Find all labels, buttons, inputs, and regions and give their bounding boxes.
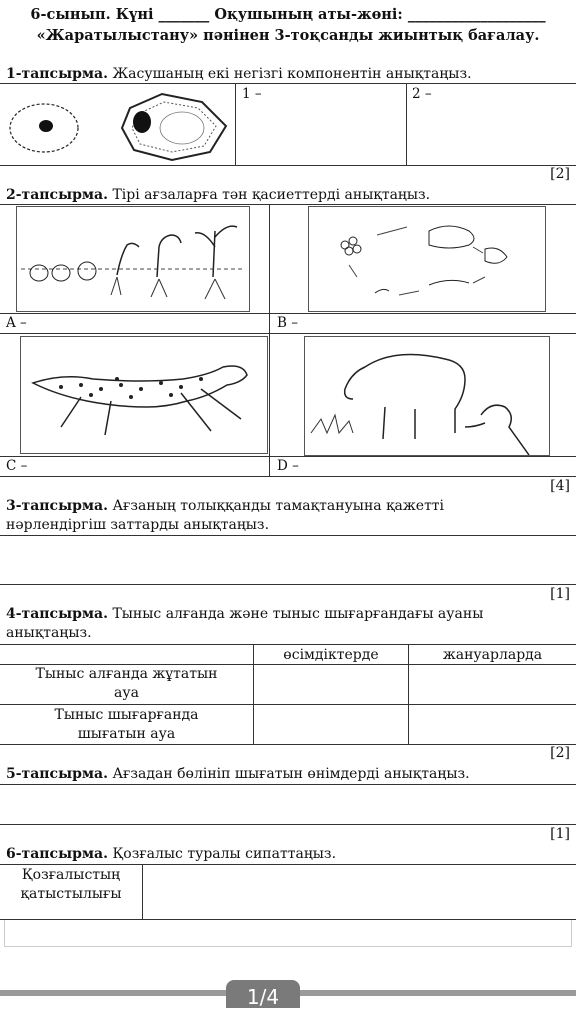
- divider: [235, 83, 236, 165]
- row-label-exhaled-air-2: шығатын ауа: [77, 726, 176, 742]
- divider: [0, 476, 576, 477]
- divider: [0, 456, 576, 457]
- divider: [0, 165, 576, 166]
- answer-label-d: D –: [277, 458, 299, 474]
- row-label-motion-relativity-1: Қозғалыстың: [21, 867, 121, 883]
- row-label-inhaled-air-2: ауа: [114, 685, 139, 701]
- divider: [0, 333, 576, 334]
- column-header-animals: жануарларда: [442, 647, 543, 663]
- cow-and-boy-image: [304, 336, 550, 456]
- task4-score: [2]: [550, 745, 570, 761]
- divider: [0, 204, 576, 205]
- task4-text: Тыныс алғанда және тыныс шығарғандағы ауаны: [108, 606, 484, 622]
- divider: [0, 83, 576, 84]
- divider: [0, 644, 576, 645]
- blank-area: [4, 920, 572, 947]
- task6-text: Қозғалыс туралы сипаттаңыз.: [108, 846, 337, 862]
- task3-text: Ағзаның толыққанды тамақтануына қажетті: [108, 498, 445, 514]
- cell-diagrams-image: [2, 86, 232, 162]
- task2-title: 2-тапсырма.: [6, 187, 108, 203]
- answer-label-b: B –: [277, 315, 298, 331]
- task5-score: [1]: [550, 826, 570, 842]
- task2-heading: [6, 186, 430, 205]
- divider: [0, 784, 576, 785]
- divider: [0, 313, 576, 314]
- task3-score: [1]: [550, 586, 570, 602]
- task1-score: [2]: [550, 166, 570, 182]
- task1-title: 1-тапсырма.: [6, 66, 108, 82]
- task1-text: Жасушаның екі негізгі компонентін анықтаңыз.: [108, 66, 472, 82]
- task5-title: 5-тапсырма.: [6, 766, 108, 782]
- task4-heading: [6, 605, 483, 624]
- answer-label-1: 1 –: [242, 86, 262, 102]
- divider: [0, 824, 576, 825]
- task6-title: 6-тапсырма.: [6, 846, 108, 862]
- task3-title: 3-тапсырма.: [6, 498, 108, 514]
- divider: [0, 744, 576, 745]
- task1-heading: [6, 65, 472, 84]
- divider: [0, 584, 576, 585]
- task6-heading: [6, 845, 336, 864]
- frog-life-cycle-image: [308, 206, 546, 312]
- divider: [0, 704, 576, 705]
- cheetah-running-image: [20, 336, 268, 454]
- seed-germination-image: [16, 206, 250, 312]
- divider: [406, 83, 407, 165]
- task3-heading: [6, 497, 444, 516]
- task2-score: [4]: [550, 478, 570, 494]
- divider: [269, 204, 270, 476]
- answer-label-a: A –: [6, 315, 27, 331]
- answer-label-2: 2 –: [412, 86, 432, 102]
- task4-text-line2: анықтаңыз.: [6, 625, 92, 641]
- header-line-2: «Жаратылыстану» пәнінен 3-тоқсанды жиынтық бағалау.: [36, 27, 540, 44]
- task3-text-line2: нәрлендіргіш заттарды анықтаңыз.: [6, 517, 270, 533]
- divider: [0, 535, 576, 536]
- divider: [142, 864, 143, 919]
- task2-text: Тірі ағзаларға тән қасиеттерді анықтаңыз.: [108, 187, 431, 203]
- row-label-inhaled-air-1: Тыныс алғанда жұтатын: [35, 666, 218, 682]
- task5-text: Ағзадан бөлініп шығатын өнімдерді анықтаңыз.: [108, 766, 470, 782]
- column-header-plants: өсімдіктерде: [283, 647, 379, 663]
- task4-title: 4-тапсырма.: [6, 606, 108, 622]
- page-number: 1/4: [226, 980, 300, 1008]
- header-line-1: 6-сынып. Күні _______ Оқушының аты-жөні: ___________________: [30, 6, 546, 23]
- divider: [0, 864, 576, 865]
- row-label-motion-relativity-2: қатыстылығы: [20, 886, 122, 902]
- row-label-exhaled-air-1: Тыныс шығарғанда: [54, 707, 199, 723]
- answer-label-c: C –: [6, 458, 28, 474]
- task5-heading: [6, 765, 470, 784]
